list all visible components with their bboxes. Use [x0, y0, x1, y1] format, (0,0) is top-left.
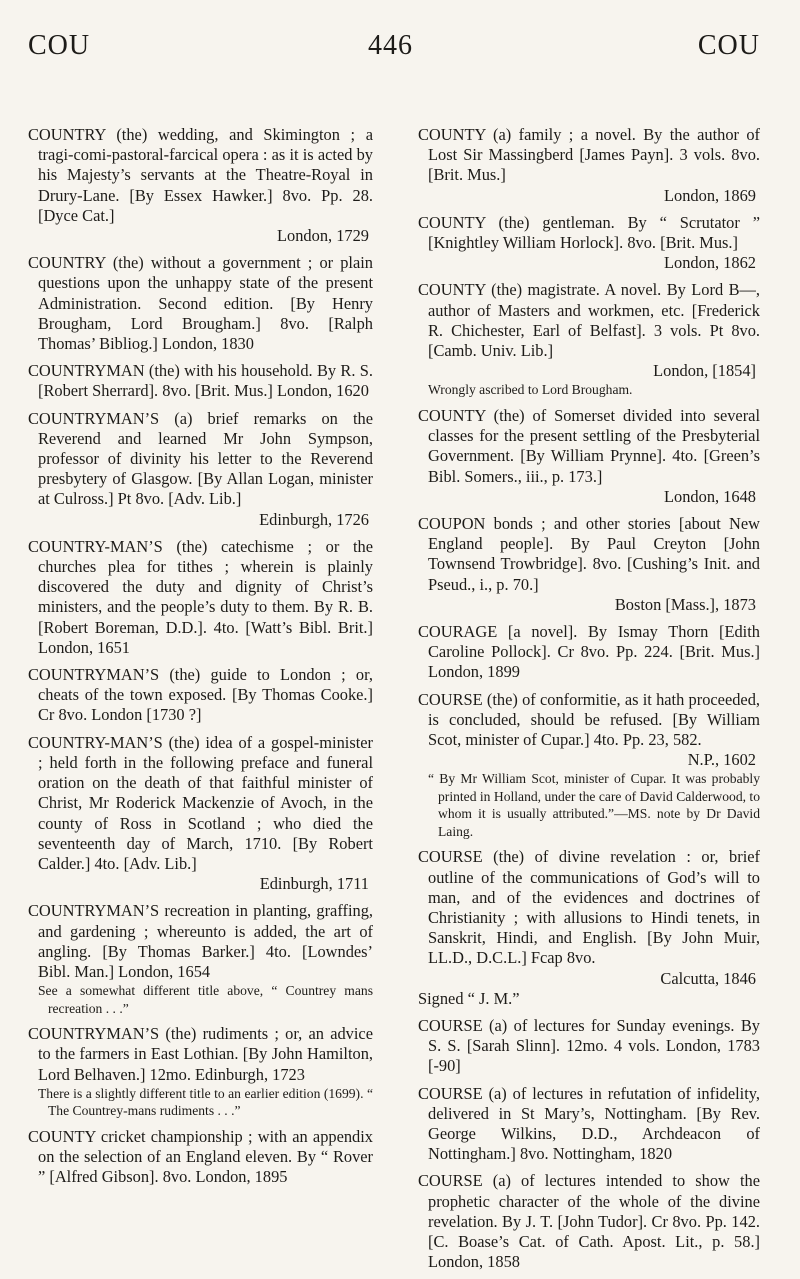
entry-text: COUPON bonds ; and other stories [about New England people]. By Paul Creyton [John Townsend Trowbridge]. 8vo. [Cushing’s Init. and Pseud., i., p. 70.]	[418, 513, 760, 594]
entry-text: COUNTRYMAN’S (the) rudiments ; or, an advice to the farmers in East Lothian. [By John Hamilton, Lord Belhaven.] 12mo. Edinburgh, 1723	[28, 1024, 373, 1084]
entry-imprint: Edinburgh, 1726	[259, 509, 369, 529]
bibliography-entry	[28, 1024, 373, 1120]
entry-note: See a somewhat different title above, “ Countrey mans recreation . . .”	[38, 983, 373, 1016]
entry-text: COURSE (a) of lectures in refutation of infidelity, delivered in St Mary’s, Nottingham. [By Rev. George Wilkins, D.D., Archdeacon of Nottingham.] 8vo. Nottingham, 1820	[418, 1083, 760, 1164]
bibliography-entry	[418, 280, 760, 399]
entry-note: “ By Mr William Scot, minister of Cupar. It was probably printed in Holland, under the care of David Calderwood, to whom it is usually attributed.”—MS. note by Dr David Laing.	[428, 771, 761, 839]
bibliography-entry	[28, 253, 373, 354]
bibliography-entry	[28, 361, 373, 401]
bibliography-entry	[418, 690, 760, 841]
entry-imprint: London, [1854]	[653, 361, 756, 381]
bibliography-entry	[28, 733, 373, 895]
entry-text: COURSE (the) of divine revelation : or, brief outline of the communications of God’s will to man, and of the evidences and doctrines of Christianity ; with allusions to Hindi tenets, in Sanskrit, Hindi, and English. [By John Muir, LL.D., D.C.L.] Fcap 8vo.	[418, 847, 760, 968]
bibliography-entry	[418, 406, 760, 507]
bibliography-entry	[28, 409, 373, 530]
bibliography-entry	[28, 125, 373, 246]
page-number: 446	[368, 30, 413, 61]
entry-imprint: Boston [Mass.], 1873	[614, 594, 756, 614]
entry-text: COUNTY (a) family ; a novel. By the author of Lost Sir Massingberd [James Payn]. 3 vols. 8vo. [Brit. Mus.]	[418, 125, 760, 185]
left-column	[28, 125, 373, 1194]
entry-imprint: London, 1729	[277, 226, 369, 246]
entry-text: COUNTRYMAN’S (the) guide to London ; or, cheats of the town exposed. [By Thomas Cooke.] Cr 8vo. London [1730 ?]	[28, 665, 373, 725]
entry-imprint: Edinburgh, 1711	[259, 874, 369, 894]
entry-text: COURAGE [a novel]. By Ismay Thorn [Edith Caroline Pollock]. Cr 8vo. Pp. 224. [Brit. Mus.] London, 1899	[418, 621, 760, 682]
entry-imprint: Calcutta, 1846	[660, 968, 756, 988]
entry-text: COURSE (a) of lectures for Sunday evenings. By S. S. [Sarah Slinn]. 12mo. 4 vols. London, 1783 [-90]	[418, 1016, 760, 1076]
bibliography-entry	[418, 125, 760, 206]
header-right: COU	[697, 30, 760, 61]
entry-imprint: London, 1648	[664, 486, 756, 506]
bibliography-entry	[418, 622, 760, 683]
entry-text: COURSE (a) of lectures intended to show the prophetic character of the whole of the divine revelation. By J. T. [John Tudor]. Cr 8vo. Pp. 142. [C. Boase’s Cat. of Cath. Apost. Lit., p. 58.] London, 1858	[418, 1171, 760, 1272]
entry-text: COURSE (the) of conformitie, as it hath proceeded, is concluded, should be refused. [By William Scot, minister of Cupar.] 4to. Pp. 23, 582.	[418, 689, 760, 749]
entry-note: There is a slightly different title to an earlier edition (1699). “ The Countrey-mans rudiments . . .”	[38, 1085, 373, 1119]
header-left: COU	[28, 30, 91, 61]
entry-signed-note: Signed “ J. M.”	[418, 988, 520, 1008]
bibliography-entry	[418, 213, 760, 274]
entry-text: COUNTY (the) magistrate. A novel. By Lord B—, author of Masters and workmen, etc. [Frederick R. Chichester, Earl of Belfast]. 3 vols. Pt 8vo. [Camb. Univ. Lib.]	[418, 280, 760, 361]
entry-text: COUNTY (the) of Somerset divided into several classes for the present settling of the Presbyterial Government. [By William Prynne]. 4to. [Green’s Bibl. Somers., iii., p. 173.]	[418, 405, 760, 486]
bibliography-entry	[28, 537, 373, 658]
bibliography-entry	[28, 901, 373, 1017]
entry-text: COUNTRY (the) without a government ; or plain questions upon the unhappy state of the present Administration. Second edition. [By Henry Brougham, Lord Brougham.] 8vo. [Ralph Thomas’ Bibliog.] London, 1830	[28, 253, 373, 354]
entry-text: COUNTY (the) gentleman. By “ Scrutator ” [Knightley William Horlock]. 8vo. [Brit. Mus.]	[418, 212, 760, 253]
bibliography-entry	[418, 1084, 760, 1165]
entry-imprint: N.P., 1602	[687, 750, 756, 770]
entry-imprint: London, 1869	[664, 185, 756, 205]
entry-text: COUNTRYMAN (the) with his household. By R. S. [Robert Sherrard]. 8vo. [Brit. Mus.] London, 1620	[28, 361, 373, 401]
entry-text: COUNTY cricket championship ; with an appendix on the selection of an England eleven. By “ Rover ” [Alfred Gibson]. 8vo. London, 1895	[28, 1126, 373, 1187]
entry-text: COUNTRY-MAN’S (the) idea of a gospel-minister ; held forth in the following preface and funeral oration on the death of that faithful minister of Christ, Mr Roderick Mackenzie of Avoch, in the county of Ross in Scotland ; who died the seventeenth day of March, 1710. [By Robert Calder.] 4to. [Adv. Lib.]	[28, 732, 373, 873]
entry-text: COUNTRY (the) wedding, and Skimington ; a tragi-comi-pastoral-farcical opera : as it is acted by his Majesty’s servants at the Theatre-Royal in Drury-Lane. [By Essex Hawker.] 8vo. Pp. 28. [Dyce Cat.]	[28, 125, 373, 225]
bibliography-entry	[418, 1016, 760, 1077]
bibliography-entry	[28, 1127, 373, 1188]
entry-text: COUNTRY-MAN’S (the) catechisme ; or the churches plea for tithes ; wherein is plainly discovered the duty and dignity of Christ’s ministers, and the people’s duty to them. By R. B. [Robert Boreman, D.D.]. 4to. [Watt’s Bibl. Brit.] London, 1651	[28, 536, 373, 657]
bibliography-entry	[418, 1171, 760, 1272]
right-column	[418, 125, 760, 1279]
running-header	[0, 30, 800, 70]
entry-text: COUNTRYMAN’S recreation in planting, graffing, and gardening ; whereunto is added, the art of angling. [By Thomas Barker.] 4to. [Lowndes’ Bibl. Man.] London, 1654	[28, 901, 373, 981]
bibliography-entry	[418, 514, 760, 615]
entry-imprint: London, 1862	[664, 253, 756, 273]
bibliography-entry	[418, 847, 760, 1009]
entry-text: COUNTRYMAN’S (a) brief remarks on the Reverend and learned Mr John Sympson, professor of divinity his letter to the Reverend presbytery of Glasgow. [By Allan Logan, minister at Culross.] Pt 8vo. [Adv. Lib.]	[28, 408, 373, 509]
entry-note: Wrongly ascribed to Lord Brougham.	[428, 382, 633, 398]
bibliography-entry	[28, 665, 373, 726]
